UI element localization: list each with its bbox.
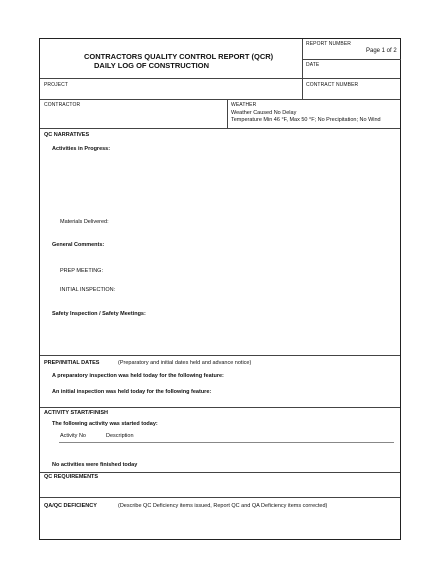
contractor-divider <box>227 99 228 128</box>
contract-number-label: CONTRACT NUMBER <box>306 82 359 88</box>
narratives-bottom-rule <box>40 355 400 356</box>
activity-heading: ACTIVITY START/FINISH <box>44 410 108 416</box>
contractor-label: CONTRACTOR <box>44 102 81 108</box>
activities-in-progress-label: Activities in Progress: <box>52 146 111 152</box>
date-label: DATE <box>306 62 320 68</box>
qc-requirements-bottom-rule <box>40 497 400 498</box>
prep-meeting-label: PREP MEETING: <box>60 268 103 274</box>
qc-narratives-heading: QC NARRATIVES <box>44 132 90 138</box>
description-column-header: Description <box>106 433 134 439</box>
project-bottom-rule <box>40 99 400 100</box>
contractor-bottom-rule <box>40 128 400 129</box>
qc-requirements-heading: QC REQUIREMENTS <box>44 474 99 480</box>
report-number-label: REPORT NUMBER <box>306 41 352 47</box>
report-title-line1: CONTRACTORS QUALITY CONTROL REPORT (QCR) <box>84 52 274 61</box>
deficiency-heading: QA/QC DEFICIENCY <box>44 503 97 509</box>
project-label: PROJECT <box>44 82 69 88</box>
materials-delivered-label: Materials Delivered: <box>60 219 109 225</box>
activity-finished-text: No activities were finished today <box>52 462 138 468</box>
weather-delay-text: Weather Caused No Delay <box>231 110 297 116</box>
prep-bottom-rule <box>40 407 400 408</box>
safety-label: Safety Inspection / Safety Meetings: <box>52 311 146 317</box>
project-divider <box>302 78 303 99</box>
report-title-line2: DAILY LOG OF CONSTRUCTION <box>94 61 210 70</box>
page-indicator: Page 1 of 2 <box>366 48 397 54</box>
activity-no-column-header: Activity No <box>60 433 86 439</box>
prep-initial-note: (Preparatory and initial dates held and advance notice) <box>118 360 252 366</box>
activity-table-rule <box>59 442 394 443</box>
initial-inspection-label: INITIAL INSPECTION: <box>60 287 116 293</box>
general-comments-label: General Comments: <box>52 242 105 248</box>
activity-started-text: The following activity was started today: <box>52 421 158 427</box>
deficiency-note: (Describe QC Deficiency items issued, Report QC and QA Deficiency items corrected) <box>118 503 328 509</box>
prep-initial-heading: PREP/INITIAL DATES <box>44 360 100 366</box>
activity-bottom-rule <box>40 472 400 473</box>
initial-inspection-text: An initial inspection was held today for the following feature: <box>52 389 212 395</box>
weather-label: WEATHER <box>231 102 257 108</box>
report-date-divider <box>302 59 401 60</box>
header-bottom-rule <box>40 78 400 79</box>
preparatory-inspection-text: A preparatory inspection was held today for the following feature: <box>52 373 224 379</box>
qcr-form <box>39 38 401 540</box>
weather-temperature-text: Temperature Min 46 °F, Max 50 °F; No Precipitation; No Wind <box>231 117 381 123</box>
